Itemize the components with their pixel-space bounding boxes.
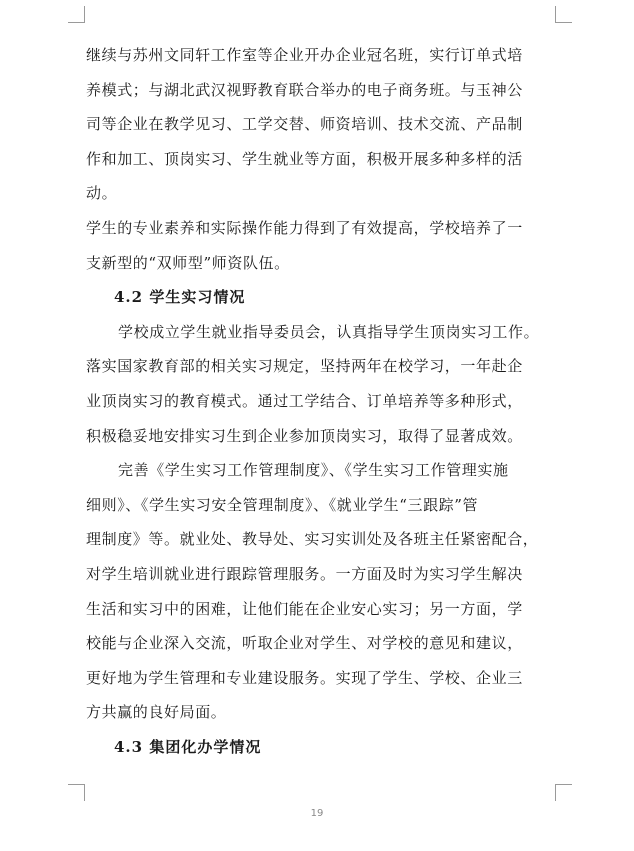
paragraph-line: 生活和实习中的困难，让他们能在企业安心实习；另一方面，学 [86, 599, 523, 618]
paragraph-line: 学校成立学生就业指导委员会，认真指导学生顶岗实习工作。 [118, 322, 540, 341]
paragraph-line: 积极稳妥地安排实习生到企业参加顶岗实习，取得了显著成效。 [86, 426, 523, 445]
paragraph-line: 方共赢的良好局面。 [86, 703, 227, 722]
text-line: 动。 [86, 184, 118, 203]
text-line: 养模式；与湖北武汉视野教育联合举办的电子商务班。与玉神公 [86, 80, 523, 99]
paragraph-line: 落实国家教育部的相关实习规定，坚持两年在校学习，一年赴企 [86, 357, 523, 376]
paragraph-line: 校能与企业深入交流，听取企业对学生、对学校的意见和建议， [86, 634, 523, 653]
paragraph-line: 对学生培训就业进行跟踪管理服务。一方面及时为实习学生解决 [86, 564, 523, 583]
paragraph-line: 更好地为学生管理和专业建设服务。实现了学生、学校、企业三 [86, 668, 523, 687]
crop-mark-bottom-right [555, 784, 572, 801]
crop-mark-top-left [68, 6, 85, 23]
text-line: 支新型的“双师型”师资队伍。 [86, 253, 290, 272]
text-line: 作和加工、顶岗实习、学生就业等方面，积极开展多种多样的活 [86, 149, 523, 168]
document-body [86, 38, 556, 764]
text-line: 司等企业在教学见习、工学交替、师资培训、技术交流、产品制 [86, 115, 523, 134]
paragraph-line: 细则》、《学生实习安全管理制度》、《就业学生“三跟踪”管 [86, 495, 479, 514]
paragraph-line: 完善《学生实习工作管理制度》、《学生实习工作管理实施 [118, 461, 509, 480]
paragraph-line: 理制度》等。就业处、教导处、实习实训处及各班主任紧密配合， [86, 530, 539, 549]
text-line: 继续与苏州文同轩工作室等企业开办企业冠名班，实行订单式培 [86, 46, 523, 64]
section-heading-4-2: 4.2 学生实习情况 [114, 288, 246, 307]
text-line: 学生的专业素养和实际操作能力得到了有效提高，学校培养了一 [86, 218, 523, 237]
crop-mark-bottom-left [68, 784, 85, 801]
crop-mark-top-right [555, 6, 572, 23]
paragraph-line: 业顶岗实习的教育模式。通过工学结合、订单培养等多种形式， [86, 391, 523, 410]
page-number: 19 [310, 808, 324, 819]
section-heading-4-3: 4.3 集团化办学情况 [114, 737, 262, 756]
